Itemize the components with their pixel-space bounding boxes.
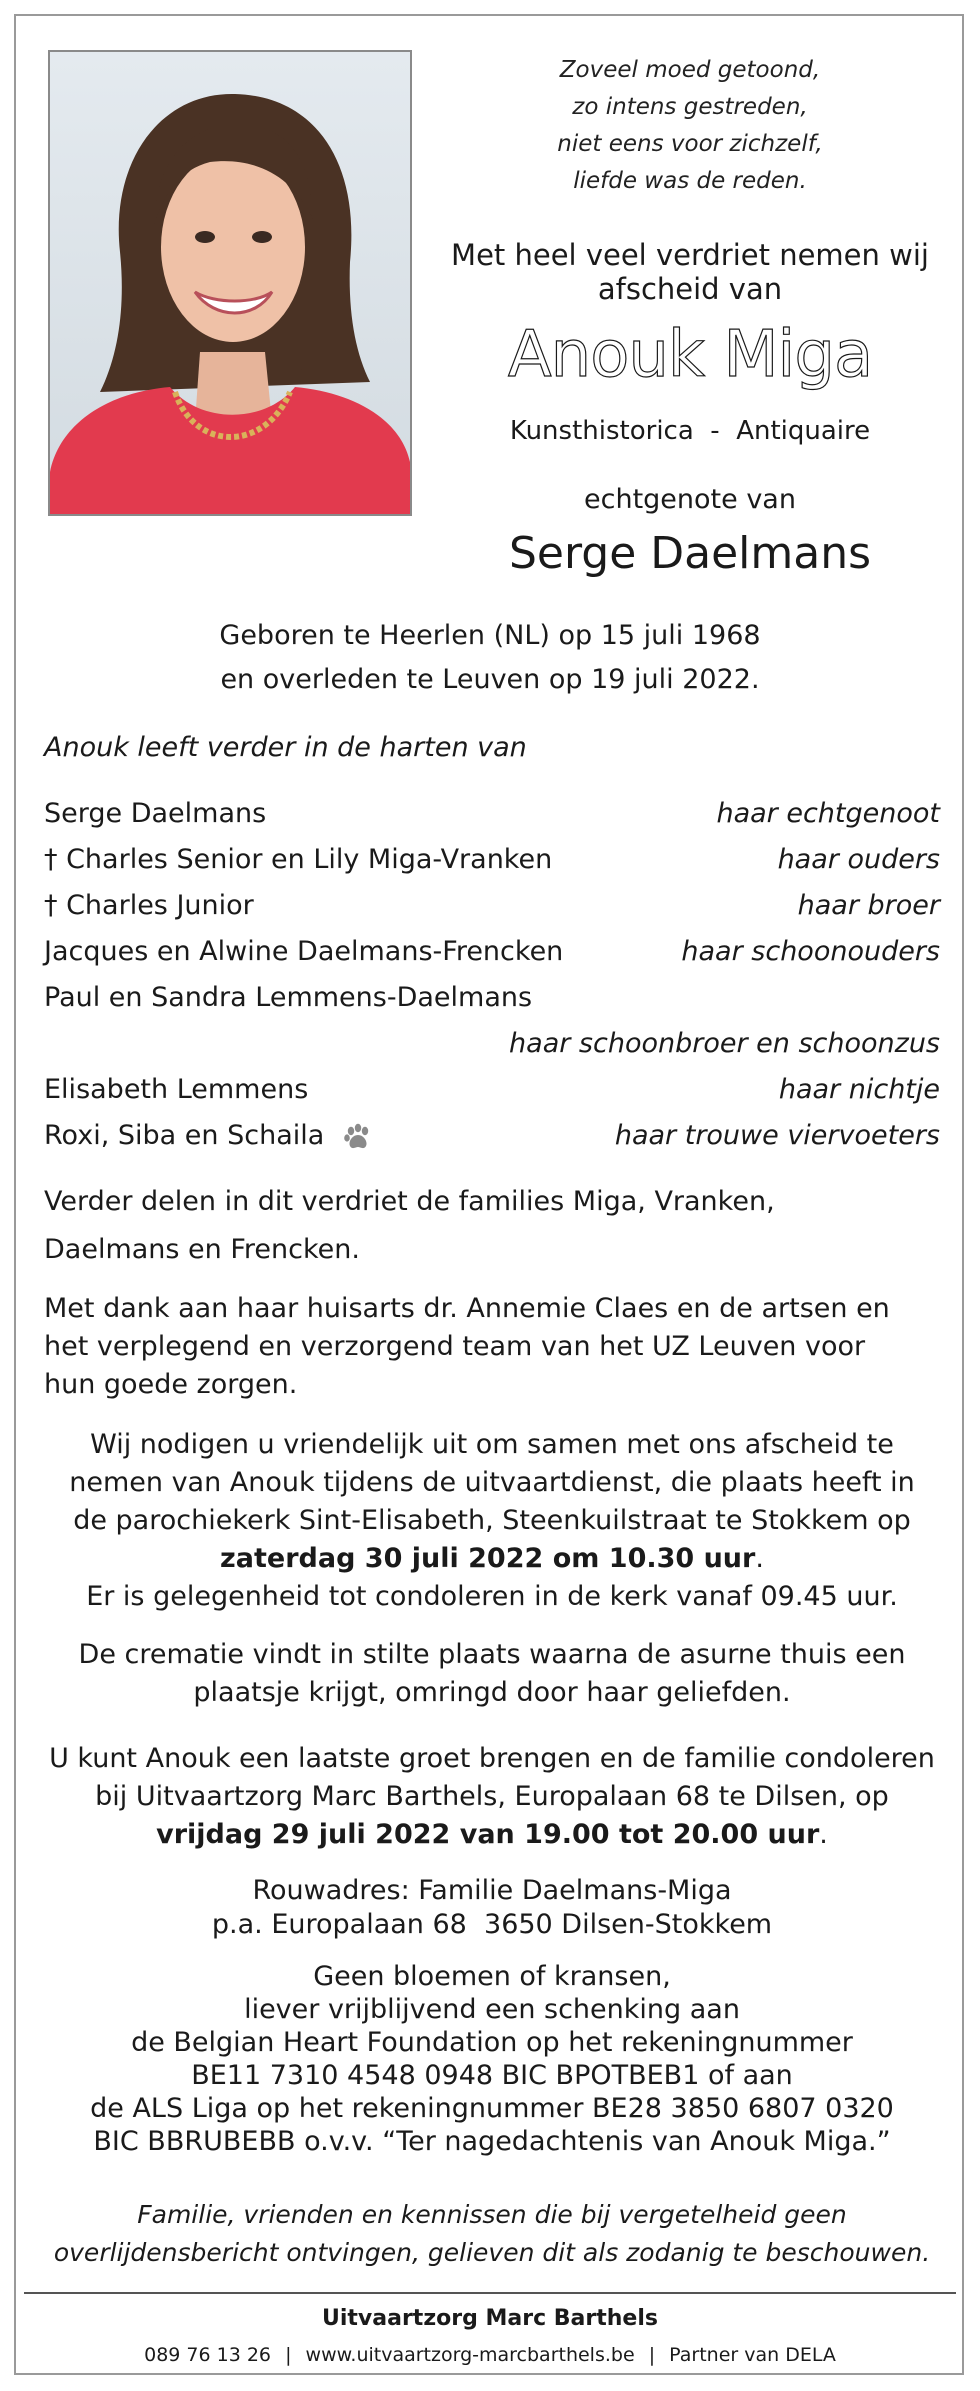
- relative-row: [44, 798, 940, 838]
- families-paragraph: [44, 1178, 940, 1274]
- farewell-date: vrijdag 29 juli 2022 van 19.00 tot 20.00 uur: [156, 1819, 820, 1850]
- text-line: Met dank aan haar huisarts dr. Annemie Claes en de artsen en: [44, 1293, 890, 1324]
- relative-row: [44, 1028, 940, 1068]
- relative-relation: haar schoonouders: [681, 936, 940, 967]
- funeral-date: zaterdag 30 juli 2022 om 10.30 uur: [220, 1543, 756, 1574]
- text-line: BIC BBRUBEBB o.v.v. “Ter nagedachtenis van Anouk Miga.”: [93, 2126, 891, 2157]
- separator: |: [285, 2344, 292, 2366]
- text-line: Rouwadres: Familie Daelmans-Miga: [252, 1875, 732, 1906]
- thanks-paragraph: [44, 1290, 940, 1404]
- death-line: en overleden te Leuven op 19 juli 2022.: [220, 664, 760, 695]
- closing-note: [44, 2196, 940, 2272]
- birth-line: Geboren te Heerlen (NL) op 15 juli 1968: [219, 620, 761, 651]
- relative-name: Paul en Sandra Lemmens-Daelmans: [44, 982, 533, 1013]
- text-line: het verplegend en verzorgend team van het UZ Leuven voor: [44, 1331, 866, 1362]
- profession: Kunsthistorica - Antiquaire: [509, 416, 871, 446]
- relative-row: [44, 982, 940, 1022]
- relative-name: Elisabeth Lemmens: [44, 1074, 309, 1105]
- relative-name: † Charles Junior: [44, 890, 254, 921]
- poem-line: niet eens voor zichzelf,: [557, 131, 823, 157]
- relative-relation: haar nichtje: [778, 1074, 940, 1105]
- text-line: Geen bloemen of kransen,: [313, 1961, 671, 1992]
- relative-row: [44, 1120, 940, 1160]
- punctuation: .: [819, 1819, 828, 1850]
- portrait-illustration: [50, 52, 410, 514]
- funeral-date-line: [44, 1540, 940, 1578]
- cremation-paragraph: [44, 1636, 940, 1712]
- paw-icon: [343, 1122, 373, 1152]
- relative-name: Jacques en Alwine Daelmans-Frencken: [44, 936, 564, 967]
- relative-row: [44, 936, 940, 976]
- relative-name: Roxi, Siba en Schaila: [44, 1120, 325, 1151]
- portrait-photo: [48, 50, 412, 516]
- mourning-address: [44, 1874, 940, 1942]
- birth-death-info: [40, 614, 940, 702]
- lives-on-heading: Anouk leeft verder in de harten van: [44, 732, 527, 763]
- text-line: De crematie vindt in stilte plaats waarna de asurne thuis een: [78, 1639, 906, 1670]
- spouse-intro: echtgenote van: [584, 484, 796, 515]
- footer-divider: [24, 2292, 956, 2294]
- website-link[interactable]: www.uitvaartzorg-marcbarthels.be: [305, 2344, 635, 2366]
- relative-relation: haar schoonbroer en schoonzus: [509, 1028, 940, 1059]
- poem-line: Zoveel moed getoond,: [559, 57, 821, 83]
- text-line: de Belgian Heart Foundation op het rekeningnummer: [131, 2027, 853, 2058]
- relative-row: [44, 844, 940, 884]
- announcement-intro: [430, 238, 950, 306]
- separator: |: [648, 2344, 656, 2366]
- relative-name: † Charles Senior en Lily Miga-Vranken: [44, 844, 553, 875]
- spouse-name: Serge Daelmans: [508, 528, 872, 579]
- poem-line: liefde was de reden.: [573, 168, 807, 194]
- company-name: Uitvaartzorg Marc Barthels: [322, 2306, 658, 2331]
- text-line: Daelmans en Frencken.: [44, 1234, 360, 1265]
- poem: [470, 52, 910, 200]
- text-line: Wij nodigen u vriendelijk uit om samen met ons afscheid te: [90, 1429, 894, 1460]
- text-line: de parochiekerk Sint-Elisabeth, Steenkuilstraat te Stokkem op: [73, 1505, 911, 1536]
- text-line: overlijdensbericht ontvingen, gelieven dit als zodanig te beschouwen.: [53, 2238, 931, 2267]
- intro-line: Met heel veel verdriet nemen wij: [451, 238, 929, 272]
- footer-contact: [0, 2344, 980, 2366]
- text-line: nemen van Anouk tijdens de uitvaartdienst, die plaats heeft in: [69, 1467, 915, 1498]
- relative-name: Serge Daelmans: [44, 798, 267, 829]
- text-line: Verder delen in dit verdriet de families Miga, Vranken,: [44, 1186, 775, 1217]
- relative-name-with-icon: [44, 1120, 373, 1152]
- funeral-invitation: [44, 1426, 940, 1616]
- intro-line: afscheid van: [597, 272, 783, 306]
- relative-relation: haar broer: [797, 890, 940, 921]
- text-line: p.a. Europalaan 68 3650 Dilsen-Stokkem: [211, 1909, 773, 1940]
- relative-relation: haar echtgenoot: [716, 798, 940, 829]
- relative-relation: haar ouders: [777, 844, 940, 875]
- text-line: plaatsje krijgt, omringd door haar geliefden.: [193, 1677, 791, 1708]
- punctuation: .: [755, 1543, 764, 1574]
- text-line: U kunt Anouk een laatste groet brengen en de familie condoleren: [49, 1743, 935, 1774]
- text-line: Familie, vrienden en kennissen die bij vergetelheid geen: [137, 2200, 847, 2229]
- relative-row: [44, 890, 940, 930]
- phone-number: 089 76 13 26: [144, 2344, 272, 2366]
- text-line: BE11 7310 4548 0948 BIC BPOTBEB1 of aan: [191, 2060, 793, 2091]
- relative-relation: haar trouwe viervoeters: [614, 1120, 940, 1151]
- deceased-name: Anouk Miga: [507, 318, 873, 392]
- poem-line: zo intens gestreden,: [572, 94, 808, 120]
- text-line: hun goede zorgen.: [44, 1369, 298, 1400]
- text-line: Er is gelegenheid tot condoleren in de kerk vanaf 09.45 uur.: [86, 1581, 898, 1612]
- relative-row: [44, 1074, 940, 1114]
- partner-text: Partner van DELA: [669, 2344, 836, 2366]
- text-line: de ALS Liga op het rekeningnummer BE28 3850 6807 0320: [90, 2093, 894, 2124]
- farewell-paragraph: [44, 1740, 940, 1854]
- donation-paragraph: [44, 1960, 940, 2158]
- farewell-date-line: [44, 1816, 940, 1854]
- text-line: liever vrijblijvend een schenking aan: [244, 1994, 740, 2025]
- text-line: bij Uitvaartzorg Marc Barthels, Europalaan 68 te Dilsen, op: [95, 1781, 889, 1812]
